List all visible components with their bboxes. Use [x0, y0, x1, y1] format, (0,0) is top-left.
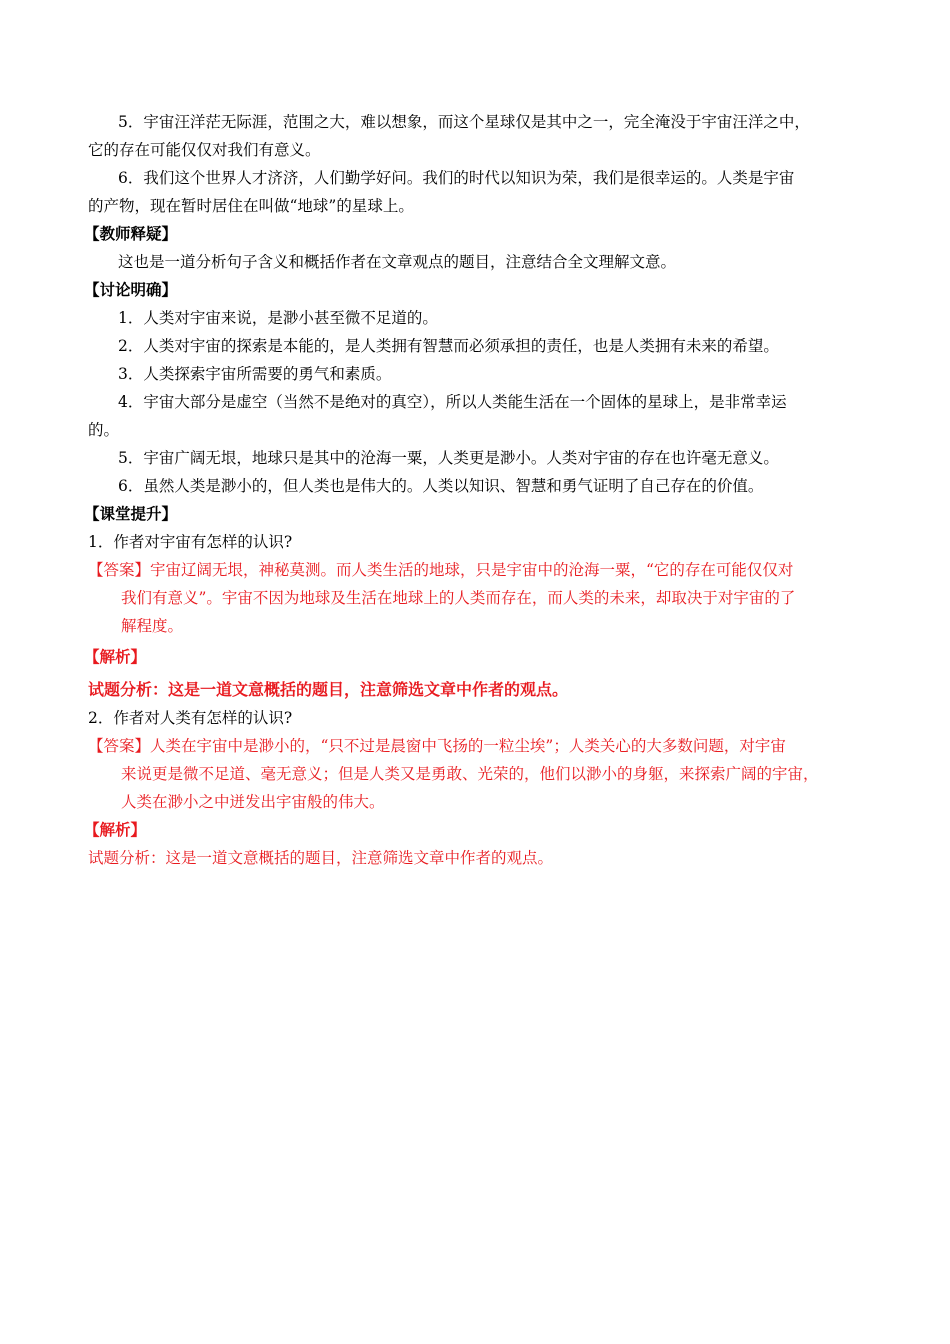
answer-1-line: 我们有意义”。宇宙不因为地球及生活在地球上的人类而存在，而人类的未来，却取决于对宇宙的了 [121, 589, 796, 607]
discussion-item: 3．人类探索宇宙所需要的勇气和素质。 [118, 365, 392, 383]
classroom-heading: 【课堂提升】 [84, 504, 178, 523]
point-5-line1: 5．宇宙汪洋茫无际涯，范围之大，难以想象，而这个星球仅是其中之一，完全淹没于宇宙汪洋之中， [118, 113, 810, 131]
question-2: 2．作者对人类有怎样的认识? [88, 709, 293, 727]
point-5-line2: 它的存在可能仅仅对我们有意义。 [88, 141, 321, 159]
discussion-item: 2．人类对宇宙的探索是本能的，是人类拥有智慧而必须承担的责任，也是人类拥有未来的希望。 [118, 337, 779, 355]
discussion-item: 1．人类对宇宙来说，是渺小甚至微不足道的。 [118, 309, 438, 327]
answer-2-line: 来说更是微不足道、毫无意义；但是人类又是勇敢、光荣的，他们以渺小的身躯，来探索广阔的宇宙， [121, 765, 819, 783]
answer-2-line: 【答案】人类在宇宙中是渺小的，“只不过是晨窗中飞扬的一粒尘埃”；人类关心的大多数问题，对宇宙 [88, 737, 786, 755]
analysis-1-heading: 【解析】 [84, 648, 147, 666]
answer-1-line: 【答案】宇宙辽阔无垠，神秘莫测。而人类生活的地球，只是宇宙中的沧海一粟，“它的存在可能仅仅对 [88, 561, 794, 579]
analysis-1-text: 试题分析：这是一道文意概括的题目，注意筛选文章中作者的观点。 [88, 680, 569, 699]
discussion-item: 的。 [88, 421, 120, 439]
discussion-heading: 【讨论明确】 [84, 280, 178, 299]
point-6-line1: 6．我们这个世界人才济济，人们勤学好问。我们的时代以知识为荣，我们是很幸运的。人类是宇宙 [118, 169, 795, 187]
discussion-item: 4．宇宙大部分是虚空（当然不是绝对的真空），所以人类能生活在一个固体的星球上，是非常幸运 [118, 393, 787, 411]
teacher-text: 这也是一道分析句子含义和概括作者在文章观点的题目，注意结合全文理解文意。 [118, 253, 677, 271]
discussion-item: 5．宇宙广阔无垠，地球只是其中的沧海一粟，人类更是渺小。人类对宇宙的存在也许毫无意义。 [118, 449, 779, 467]
analysis-2-text: 试题分析：这是一道文意概括的题目，注意筛选文章中作者的观点。 [88, 849, 554, 867]
answer-2-line: 人类在渺小之中迸发出宇宙般的伟大。 [121, 793, 385, 811]
question-1: 1．作者对宇宙有怎样的认识? [88, 533, 293, 551]
answer-1-line: 解程度。 [121, 617, 184, 635]
discussion-item: 6．虽然人类是渺小的，但人类也是伟大的。人类以知识、智慧和勇气证明了自己存在的价值。 [118, 477, 764, 495]
point-6-line2: 的产物，现在暂时居住在叫做“地球”的星球上。 [88, 197, 414, 215]
analysis-2-heading: 【解析】 [84, 820, 147, 839]
teacher-heading: 【教师释疑】 [84, 224, 178, 243]
